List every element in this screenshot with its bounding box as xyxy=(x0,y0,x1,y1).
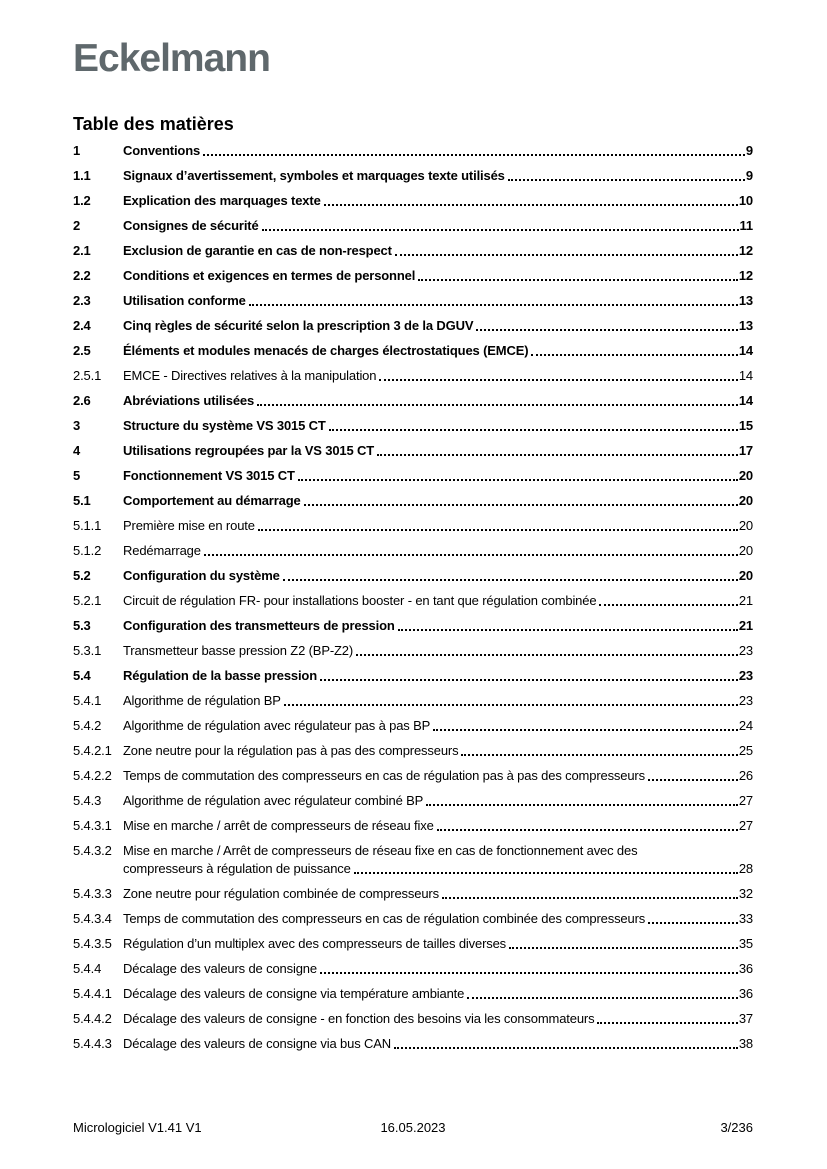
toc-entry-body xyxy=(123,717,753,735)
toc-entry-page: 23 xyxy=(738,643,753,658)
toc-entry-line xyxy=(123,717,753,735)
toc-entry-body xyxy=(123,392,753,410)
toc-entry-page: 12 xyxy=(738,268,753,283)
toc-entry[interactable] xyxy=(73,342,753,360)
toc-entry-page: 9 xyxy=(745,143,753,158)
toc-entry-line xyxy=(123,817,753,835)
toc-entry-body xyxy=(123,1035,753,1053)
dot-leader xyxy=(203,154,745,156)
toc-entry-number: 2.1 xyxy=(73,243,91,258)
toc-entry-body xyxy=(123,1010,753,1028)
dot-leader xyxy=(442,897,738,899)
dot-leader xyxy=(324,204,738,206)
toc-entry-page: 20 xyxy=(738,468,753,483)
toc-entry-number: 5.4.4.1 xyxy=(73,986,112,1001)
toc-entry-body xyxy=(123,342,753,360)
toc-entry-title: Configuration du système xyxy=(123,568,280,583)
toc-entry-number: 5.2 xyxy=(73,568,91,583)
toc-entry-number: 5.4.2 xyxy=(73,718,102,733)
toc-entry-title: Zone neutre pour régulation combinée de compresseurs xyxy=(123,886,439,901)
toc-entry-page: 23 xyxy=(738,693,753,708)
dot-leader xyxy=(249,304,738,306)
toc-entry-line xyxy=(123,467,753,485)
toc-entry[interactable] xyxy=(73,417,753,435)
toc-entry-title: Première mise en route xyxy=(123,518,255,533)
dot-leader xyxy=(531,354,737,356)
toc-entry-body xyxy=(123,842,753,878)
toc-entry-title: EMCE - Directives relatives à la manipulation xyxy=(123,368,377,383)
toc-entry-title: Utilisations regroupées par la VS 3015 CT xyxy=(123,443,375,458)
toc-entry-line xyxy=(123,985,753,1003)
toc-entry[interactable] xyxy=(73,1010,753,1028)
toc-entry-page: 21 xyxy=(738,618,753,633)
toc-entry-body xyxy=(123,935,753,953)
toc-entry-line xyxy=(123,910,753,928)
toc-entry-line xyxy=(123,417,753,435)
toc-entry-number: 5.4.3.5 xyxy=(73,936,112,951)
toc-entry[interactable] xyxy=(73,885,753,903)
toc-entry-number: 2.2 xyxy=(73,268,91,283)
toc-entry-page: 38 xyxy=(738,1036,753,1051)
toc-entry-page: 27 xyxy=(738,793,753,808)
toc-entry-number: 2 xyxy=(73,218,81,233)
toc-entry-body xyxy=(123,242,753,260)
toc-entry[interactable] xyxy=(73,467,753,485)
toc-entry[interactable] xyxy=(73,667,753,685)
dot-leader xyxy=(426,804,738,806)
toc-entry-line xyxy=(123,442,753,460)
footer-version: Micrologiciel V1.41 V1 xyxy=(73,1120,202,1135)
toc-entry-page: 35 xyxy=(738,936,753,951)
toc-entry-number: 5 xyxy=(73,468,81,483)
toc-entry-title: Cinq règles de sécurité selon la prescription 3 de la DGUV xyxy=(123,318,474,333)
toc-entry-body xyxy=(123,692,753,710)
toc-entry-line xyxy=(123,492,753,510)
toc-entry-body xyxy=(123,317,753,335)
toc-entry-title: Explication des marquages texte xyxy=(123,193,321,208)
toc-entry-page: 36 xyxy=(738,986,753,1001)
toc-entry-page: 33 xyxy=(738,911,753,926)
toc-entry-line xyxy=(123,642,753,660)
dot-leader xyxy=(648,922,738,924)
toc-entry-title: Algorithme de régulation BP xyxy=(123,693,281,708)
toc-list xyxy=(73,142,753,1053)
toc-entry-body xyxy=(123,910,753,928)
toc-entry-title: Mise en marche / arrêt de compresseurs de réseau fixe xyxy=(123,818,434,833)
toc-entry-page: 26 xyxy=(738,768,753,783)
toc-entry-page: 11 xyxy=(739,218,753,233)
dot-leader xyxy=(508,179,745,181)
toc-entry-page: 14 xyxy=(738,343,753,358)
toc-entry-line xyxy=(123,242,753,260)
toc-entry-line xyxy=(123,767,753,785)
toc-entry-line xyxy=(123,792,753,810)
toc-entry-title: Structure du système VS 3015 CT xyxy=(123,418,326,433)
toc-entry[interactable] xyxy=(73,567,753,585)
toc-entry-body xyxy=(123,442,753,460)
toc-entry-line xyxy=(123,317,753,335)
toc-entry[interactable] xyxy=(73,792,753,810)
toc-entry-number: 1.2 xyxy=(73,193,91,208)
toc-entry[interactable] xyxy=(73,842,753,878)
toc-entry-line xyxy=(123,592,753,610)
toc-entry[interactable] xyxy=(73,692,753,710)
toc-entry-number: 1.1 xyxy=(73,168,91,183)
toc-entry-number: 2.5.1 xyxy=(73,368,102,383)
toc-entry-page: 15 xyxy=(738,418,753,433)
toc-entry-body xyxy=(123,617,753,635)
toc-entry[interactable] xyxy=(73,910,753,928)
toc-entry-body xyxy=(123,217,753,235)
toc-entry[interactable] xyxy=(73,492,753,510)
toc-entry-page: 37 xyxy=(738,1011,753,1026)
toc-entry-body xyxy=(123,592,753,610)
toc-entry-number: 5.3.1 xyxy=(73,643,102,658)
toc-entry-page: 20 xyxy=(738,493,753,508)
toc-entry-line xyxy=(123,617,753,635)
dot-leader xyxy=(467,997,738,999)
toc-entry-body xyxy=(123,667,753,685)
toc-entry-title: Abréviations utilisées xyxy=(123,393,255,408)
footer-page-number: 3/236 xyxy=(720,1120,753,1135)
toc-entry-line xyxy=(123,667,753,685)
toc-entry-line xyxy=(123,292,753,310)
toc-entry-page: 12 xyxy=(738,243,753,258)
toc-entry-number: 3 xyxy=(73,418,81,433)
toc-entry-title: Zone neutre pour la régulation pas à pas des compresseurs xyxy=(123,743,459,758)
toc-entry-body xyxy=(123,192,753,210)
toc-entry-number: 5.4.4.2 xyxy=(73,1011,112,1026)
toc-entry-body xyxy=(123,417,753,435)
toc-entry[interactable] xyxy=(73,442,753,460)
dot-leader xyxy=(648,779,738,781)
dot-leader xyxy=(356,654,738,656)
toc-entry-number: 2.4 xyxy=(73,318,91,333)
toc-entry[interactable] xyxy=(73,542,753,560)
toc-entry-line xyxy=(123,567,753,585)
toc-entry-number: 5.3 xyxy=(73,618,91,633)
toc-entry-title: Conventions xyxy=(123,143,201,158)
toc-entry-line xyxy=(123,692,753,710)
toc-entry-title: Conditions et exigences en termes de personnel xyxy=(123,268,416,283)
toc-entry-number: 5.4.3.1 xyxy=(73,818,112,833)
toc-entry-number: 5.1.2 xyxy=(73,543,102,558)
toc-entry-number: 5.4.2.2 xyxy=(73,768,112,783)
toc-entry-line xyxy=(123,142,753,160)
dot-leader xyxy=(298,479,738,481)
dot-leader xyxy=(597,1022,737,1024)
toc-entry-line xyxy=(123,367,753,385)
toc-entry-title: Décalage des valeurs de consigne via température ambiante xyxy=(123,986,465,1001)
toc-entry-body xyxy=(123,517,753,535)
toc-entry-body xyxy=(123,542,753,560)
toc-entry[interactable] xyxy=(73,217,753,235)
company-logo: Eckelmann xyxy=(73,37,270,80)
dot-leader xyxy=(395,254,738,256)
toc-entry[interactable] xyxy=(73,142,753,160)
footer-date: 16.05.2023 xyxy=(380,1120,446,1135)
toc-entry[interactable] xyxy=(73,642,753,660)
toc-entry-page: 28 xyxy=(738,861,753,876)
toc-entry-page: 32 xyxy=(738,886,753,901)
toc-entry[interactable] xyxy=(73,767,753,785)
dot-leader xyxy=(599,604,737,606)
toc-entry-title: Exclusion de garantie en cas de non-respect xyxy=(123,243,392,258)
toc-entry[interactable] xyxy=(73,367,753,385)
toc-entry-number: 5.1.1 xyxy=(73,518,102,533)
toc-entry[interactable] xyxy=(73,267,753,285)
dot-leader xyxy=(283,579,738,581)
dot-leader xyxy=(379,379,737,381)
toc-entry-title: Régulation de la basse pression xyxy=(123,668,318,683)
toc-entry-line xyxy=(123,885,753,903)
toc-entry-number: 5.4 xyxy=(73,668,91,683)
toc-entry-title: Comportement au démarrage xyxy=(123,493,301,508)
toc-entry-body xyxy=(123,960,753,978)
toc-entry[interactable] xyxy=(73,392,753,410)
toc-entry-page: 23 xyxy=(738,668,753,683)
toc-entry-page: 17 xyxy=(738,443,753,458)
toc-entry-page: 14 xyxy=(738,393,753,408)
toc-entry-number: 5.4.3 xyxy=(73,793,102,808)
toc-entry-line xyxy=(123,542,753,560)
toc-entry-line xyxy=(123,342,753,360)
toc-entry-line xyxy=(123,1035,753,1053)
toc-entry[interactable] xyxy=(73,242,753,260)
toc-entry[interactable] xyxy=(73,617,753,635)
toc-entry-title: Signaux d’avertissement, symboles et marquages texte utilisés xyxy=(123,168,505,183)
toc-entry-title: Décalage des valeurs de consigne xyxy=(123,961,317,976)
toc-entry-number: 5.4.1 xyxy=(73,693,102,708)
toc-entry-body xyxy=(123,885,753,903)
toc-entry-title: Algorithme de régulation avec régulateur combiné BP xyxy=(123,793,424,808)
toc-entry-body xyxy=(123,492,753,510)
toc-entry-title: Utilisation conforme xyxy=(123,293,246,308)
toc-entry-number: 2.5 xyxy=(73,343,91,358)
toc-entry-title: Redémarrage xyxy=(123,543,201,558)
toc-entry[interactable] xyxy=(73,960,753,978)
dot-leader xyxy=(377,454,738,456)
toc-entry[interactable] xyxy=(73,592,753,610)
toc-entry-number: 5.4.3.2 xyxy=(73,843,112,858)
toc-entry-page: 27 xyxy=(738,818,753,833)
toc-entry-title: Configuration des transmetteurs de pression xyxy=(123,618,395,633)
toc-entry-title: Régulation d’un multiplex avec des compresseurs de tailles diverses xyxy=(123,936,507,951)
dot-leader xyxy=(398,629,738,631)
toc-entry-number: 2.6 xyxy=(73,393,91,408)
toc-entry-page: 14 xyxy=(738,368,753,383)
toc-entry-body xyxy=(123,817,753,835)
dot-leader xyxy=(329,429,738,431)
toc-entry-number: 4 xyxy=(73,443,81,458)
toc-entry-body xyxy=(123,467,753,485)
toc-entry-line xyxy=(123,392,753,410)
toc-entry[interactable] xyxy=(73,717,753,735)
toc-entry[interactable] xyxy=(73,985,753,1003)
dot-leader xyxy=(433,729,738,731)
toc-entry-page: 20 xyxy=(738,543,753,558)
toc-entry[interactable] xyxy=(73,167,753,185)
toc-entry-line2 xyxy=(123,860,753,878)
dot-leader xyxy=(509,947,738,949)
dot-leader xyxy=(284,704,738,706)
toc-entry-body xyxy=(123,985,753,1003)
toc-entry-number: 2.3 xyxy=(73,293,91,308)
toc-entry[interactable] xyxy=(73,742,753,760)
dot-leader xyxy=(461,754,737,756)
dot-leader xyxy=(320,972,738,974)
toc-entry-title: Fonctionnement VS 3015 CT xyxy=(123,468,295,483)
toc-entry[interactable] xyxy=(73,1035,753,1053)
toc-entry[interactable] xyxy=(73,817,753,835)
toc-entry-number: 5.4.3.3 xyxy=(73,886,112,901)
toc-entry-body xyxy=(123,292,753,310)
toc-entry-line xyxy=(123,517,753,535)
toc-entry-line xyxy=(123,960,753,978)
toc-entry-title: Temps de commutation des compresseurs en cas de régulation pas à pas des compresseurs xyxy=(123,768,645,783)
toc-entry[interactable] xyxy=(73,292,753,310)
toc-entry-title-continued: compresseurs à régulation de puissance xyxy=(123,861,351,876)
toc-entry-line xyxy=(123,167,753,185)
toc-entry-page: 20 xyxy=(738,568,753,583)
toc-entry-page: 21 xyxy=(738,593,753,608)
toc-title: Table des matières xyxy=(73,114,234,134)
dot-leader xyxy=(204,554,738,556)
toc-entry[interactable] xyxy=(73,935,753,953)
toc-entry-page: 9 xyxy=(745,168,753,183)
dot-leader xyxy=(418,279,738,281)
toc-entry-line xyxy=(123,267,753,285)
dot-leader xyxy=(257,404,738,406)
page-footer xyxy=(73,1120,753,1136)
toc-entry-body xyxy=(123,567,753,585)
toc-entry-page: 24 xyxy=(738,718,753,733)
toc-entry-title: Éléments et modules menacés de charges électrostatiques (EMCE) xyxy=(123,343,529,358)
dot-leader xyxy=(320,679,738,681)
toc-entry-line xyxy=(123,1010,753,1028)
toc-entry-title: Temps de commutation des compresseurs en cas de régulation combinée des compresseurs xyxy=(123,911,646,926)
toc-entry-title: Circuit de régulation FR- pour installations booster - en tant que régulation combinée xyxy=(123,593,597,608)
dot-leader xyxy=(354,872,738,874)
toc-entry-title: Transmetteur basse pression Z2 (BP-Z2) xyxy=(123,643,354,658)
toc-entry-number: 5.4.2.1 xyxy=(73,743,112,758)
toc-entry-body xyxy=(123,792,753,810)
toc-entry-page: 25 xyxy=(738,743,753,758)
toc-entry-line xyxy=(123,217,753,235)
dot-leader xyxy=(476,329,737,331)
dot-leader xyxy=(304,504,738,506)
toc-entry-page: 10 xyxy=(738,193,753,208)
toc-entry-line xyxy=(123,742,753,760)
toc-entry-page: 13 xyxy=(738,293,753,308)
toc-entry-title: Décalage des valeurs de consigne - en fonction des besoins via les consommateurs xyxy=(123,1011,595,1026)
toc-entry-body xyxy=(123,767,753,785)
toc-entry-number: 5.4.3.4 xyxy=(73,911,112,926)
dot-leader xyxy=(394,1047,738,1049)
toc-entry[interactable] xyxy=(73,517,753,535)
dot-leader xyxy=(437,829,738,831)
toc-entry-number: 1 xyxy=(73,143,81,158)
dot-leader xyxy=(258,529,738,531)
toc-entry-number: 5.2.1 xyxy=(73,593,102,608)
toc-entry[interactable] xyxy=(73,317,753,335)
toc-entry-number: 5.4.4 xyxy=(73,961,102,976)
toc-entry-line xyxy=(123,935,753,953)
toc-entry-page: 13 xyxy=(738,318,753,333)
toc-entry-body xyxy=(123,142,753,160)
dot-leader xyxy=(262,229,739,231)
toc-entry-title: Algorithme de régulation avec régulateur pas à pas BP xyxy=(123,718,431,733)
toc-entry-number: 5.1 xyxy=(73,493,91,508)
toc-entry-title: Mise en marche / Arrêt de compresseurs de réseau fixe en cas de fonctionnement avec des xyxy=(123,843,638,858)
toc-entry-line xyxy=(123,192,753,210)
toc-entry-body xyxy=(123,367,753,385)
toc-entry-body xyxy=(123,742,753,760)
toc-entry-body xyxy=(123,642,753,660)
toc-entry[interactable] xyxy=(73,192,753,210)
toc-entry-number: 5.4.4.3 xyxy=(73,1036,112,1051)
toc-entry-body xyxy=(123,267,753,285)
toc-entry-body xyxy=(123,167,753,185)
toc-entry-page: 36 xyxy=(738,961,753,976)
toc-entry-page: 20 xyxy=(738,518,753,533)
toc-entry-title: Décalage des valeurs de consigne via bus CAN xyxy=(123,1036,391,1051)
toc-entry-title: Consignes de sécurité xyxy=(123,218,259,233)
